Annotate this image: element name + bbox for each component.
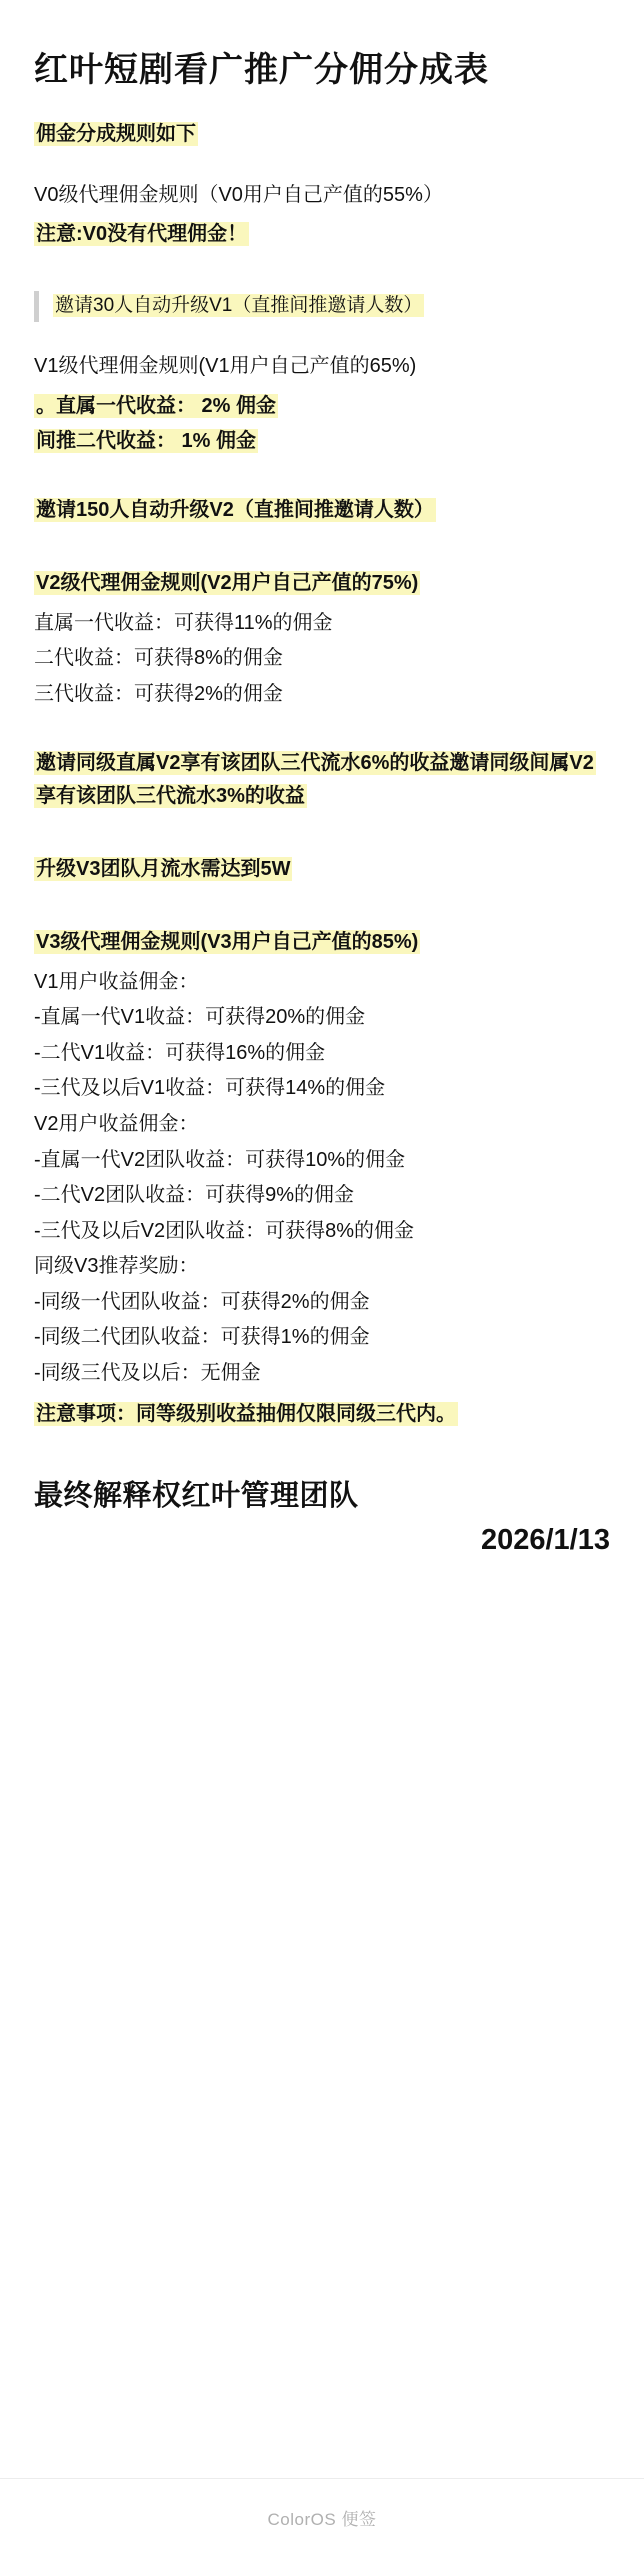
v2-rule — [34, 567, 610, 600]
spacer — [34, 831, 610, 853]
v1-level2-text: 间推二代收益： 1% 佣金 — [36, 430, 257, 453]
v3-peer-level2: -同级二代团队收益：可获得1%的佣金 — [34, 1326, 370, 1349]
v3-v1-level1: -直属一代V1收益：可获得20%的佣金 — [34, 1006, 366, 1029]
spacer — [34, 460, 610, 494]
spacer — [34, 169, 610, 179]
v2-upgrade-text: 邀请150人自动升级V2（直推间推邀请人数） — [36, 498, 434, 521]
document-date: 2026/1/13 — [480, 1523, 610, 1556]
v3-v1-heading: V1用户收益佣金： — [34, 970, 199, 993]
rules-heading — [34, 118, 610, 151]
notice-text: 注意事项：同等级别收益抽佣仅限同级三代内。 — [36, 1402, 456, 1425]
v3-v1-level3: -三代及以后V1收益：可获得14%的佣金 — [34, 1077, 386, 1100]
v1-level2 — [34, 424, 610, 460]
spacer — [34, 340, 610, 350]
v1-level1 — [34, 389, 610, 425]
page-title: 红叶短剧看广推广分佣分成表 — [34, 51, 489, 89]
v3-upgrade-text: 升级V3团队月流水需达到5W — [36, 857, 291, 880]
notice — [34, 1398, 610, 1431]
v1-upgrade-text: 邀请30人自动升级V1（直推间推邀请人数） — [55, 295, 423, 317]
app-label: ColorOS 便签 — [267, 2510, 377, 2529]
rules-heading-text: 佣金分成规则如下 — [36, 123, 196, 146]
v3-upgrade — [34, 853, 610, 886]
spacer — [34, 545, 610, 567]
v2-level2: 二代收益：可获得8%的佣金 — [34, 647, 283, 670]
v2-rule-text: V2级代理佣金规则(V2用户自己产值的75%) — [36, 571, 419, 594]
v2-level3: 三代收益：可获得2%的佣金 — [34, 682, 283, 705]
v3-peer-level1: -同级一代团队收益：可获得2%的佣金 — [34, 1290, 370, 1313]
v1-upgrade-quote — [34, 291, 610, 321]
v2-peer-reward — [34, 747, 610, 813]
v3-rule — [34, 926, 610, 959]
v1-level1-text: 。直属一代收益： 2% 佣金 — [36, 394, 277, 417]
v3-v2-level1: -直属一代V2团队收益：可获得10%的佣金 — [34, 1148, 406, 1171]
v0-note-text: 注意:V0没有代理佣金！ — [36, 223, 248, 246]
v3-v1-level2: -二代V1收益：可获得16%的佣金 — [34, 1041, 326, 1064]
final-statement: 最终解释权红叶管理团队 — [34, 1479, 359, 1512]
v3-peer-heading: 同级V3推荐奖励： — [34, 1255, 199, 1278]
v3-v2-level3: -三代及以后V2团队收益：可获得8%的佣金 — [34, 1219, 415, 1242]
v2-upgrade — [34, 494, 610, 527]
footer — [0, 2478, 644, 2560]
v2-level1: 直属一代收益：可获得11%的佣金 — [34, 611, 333, 634]
v3-peer-level3: -同级三代及以后：无佣金 — [34, 1362, 261, 1385]
v1-rule: V1级代理佣金规则(V1用户自己产值的65%) — [34, 354, 417, 377]
spacer — [34, 269, 610, 291]
v3-v2-heading: V2用户收益佣金： — [34, 1112, 199, 1135]
spacer — [34, 904, 610, 926]
v2-peer-reward-text: 邀请同级直属V2享有该团队三代流水6%的收益邀请同级间属V2享有该团队三代流水3%的收益 — [36, 751, 594, 807]
v0-note — [34, 218, 610, 251]
v3-v2-level2: -二代V2团队收益：可获得9%的佣金 — [34, 1184, 355, 1207]
v0-rule: V0级代理佣金规则（V0用户自己产值的55%） — [34, 184, 443, 207]
v3-rule-text: V3级代理佣金规则(V3用户自己产值的85%) — [36, 930, 419, 953]
spacer — [34, 713, 610, 747]
